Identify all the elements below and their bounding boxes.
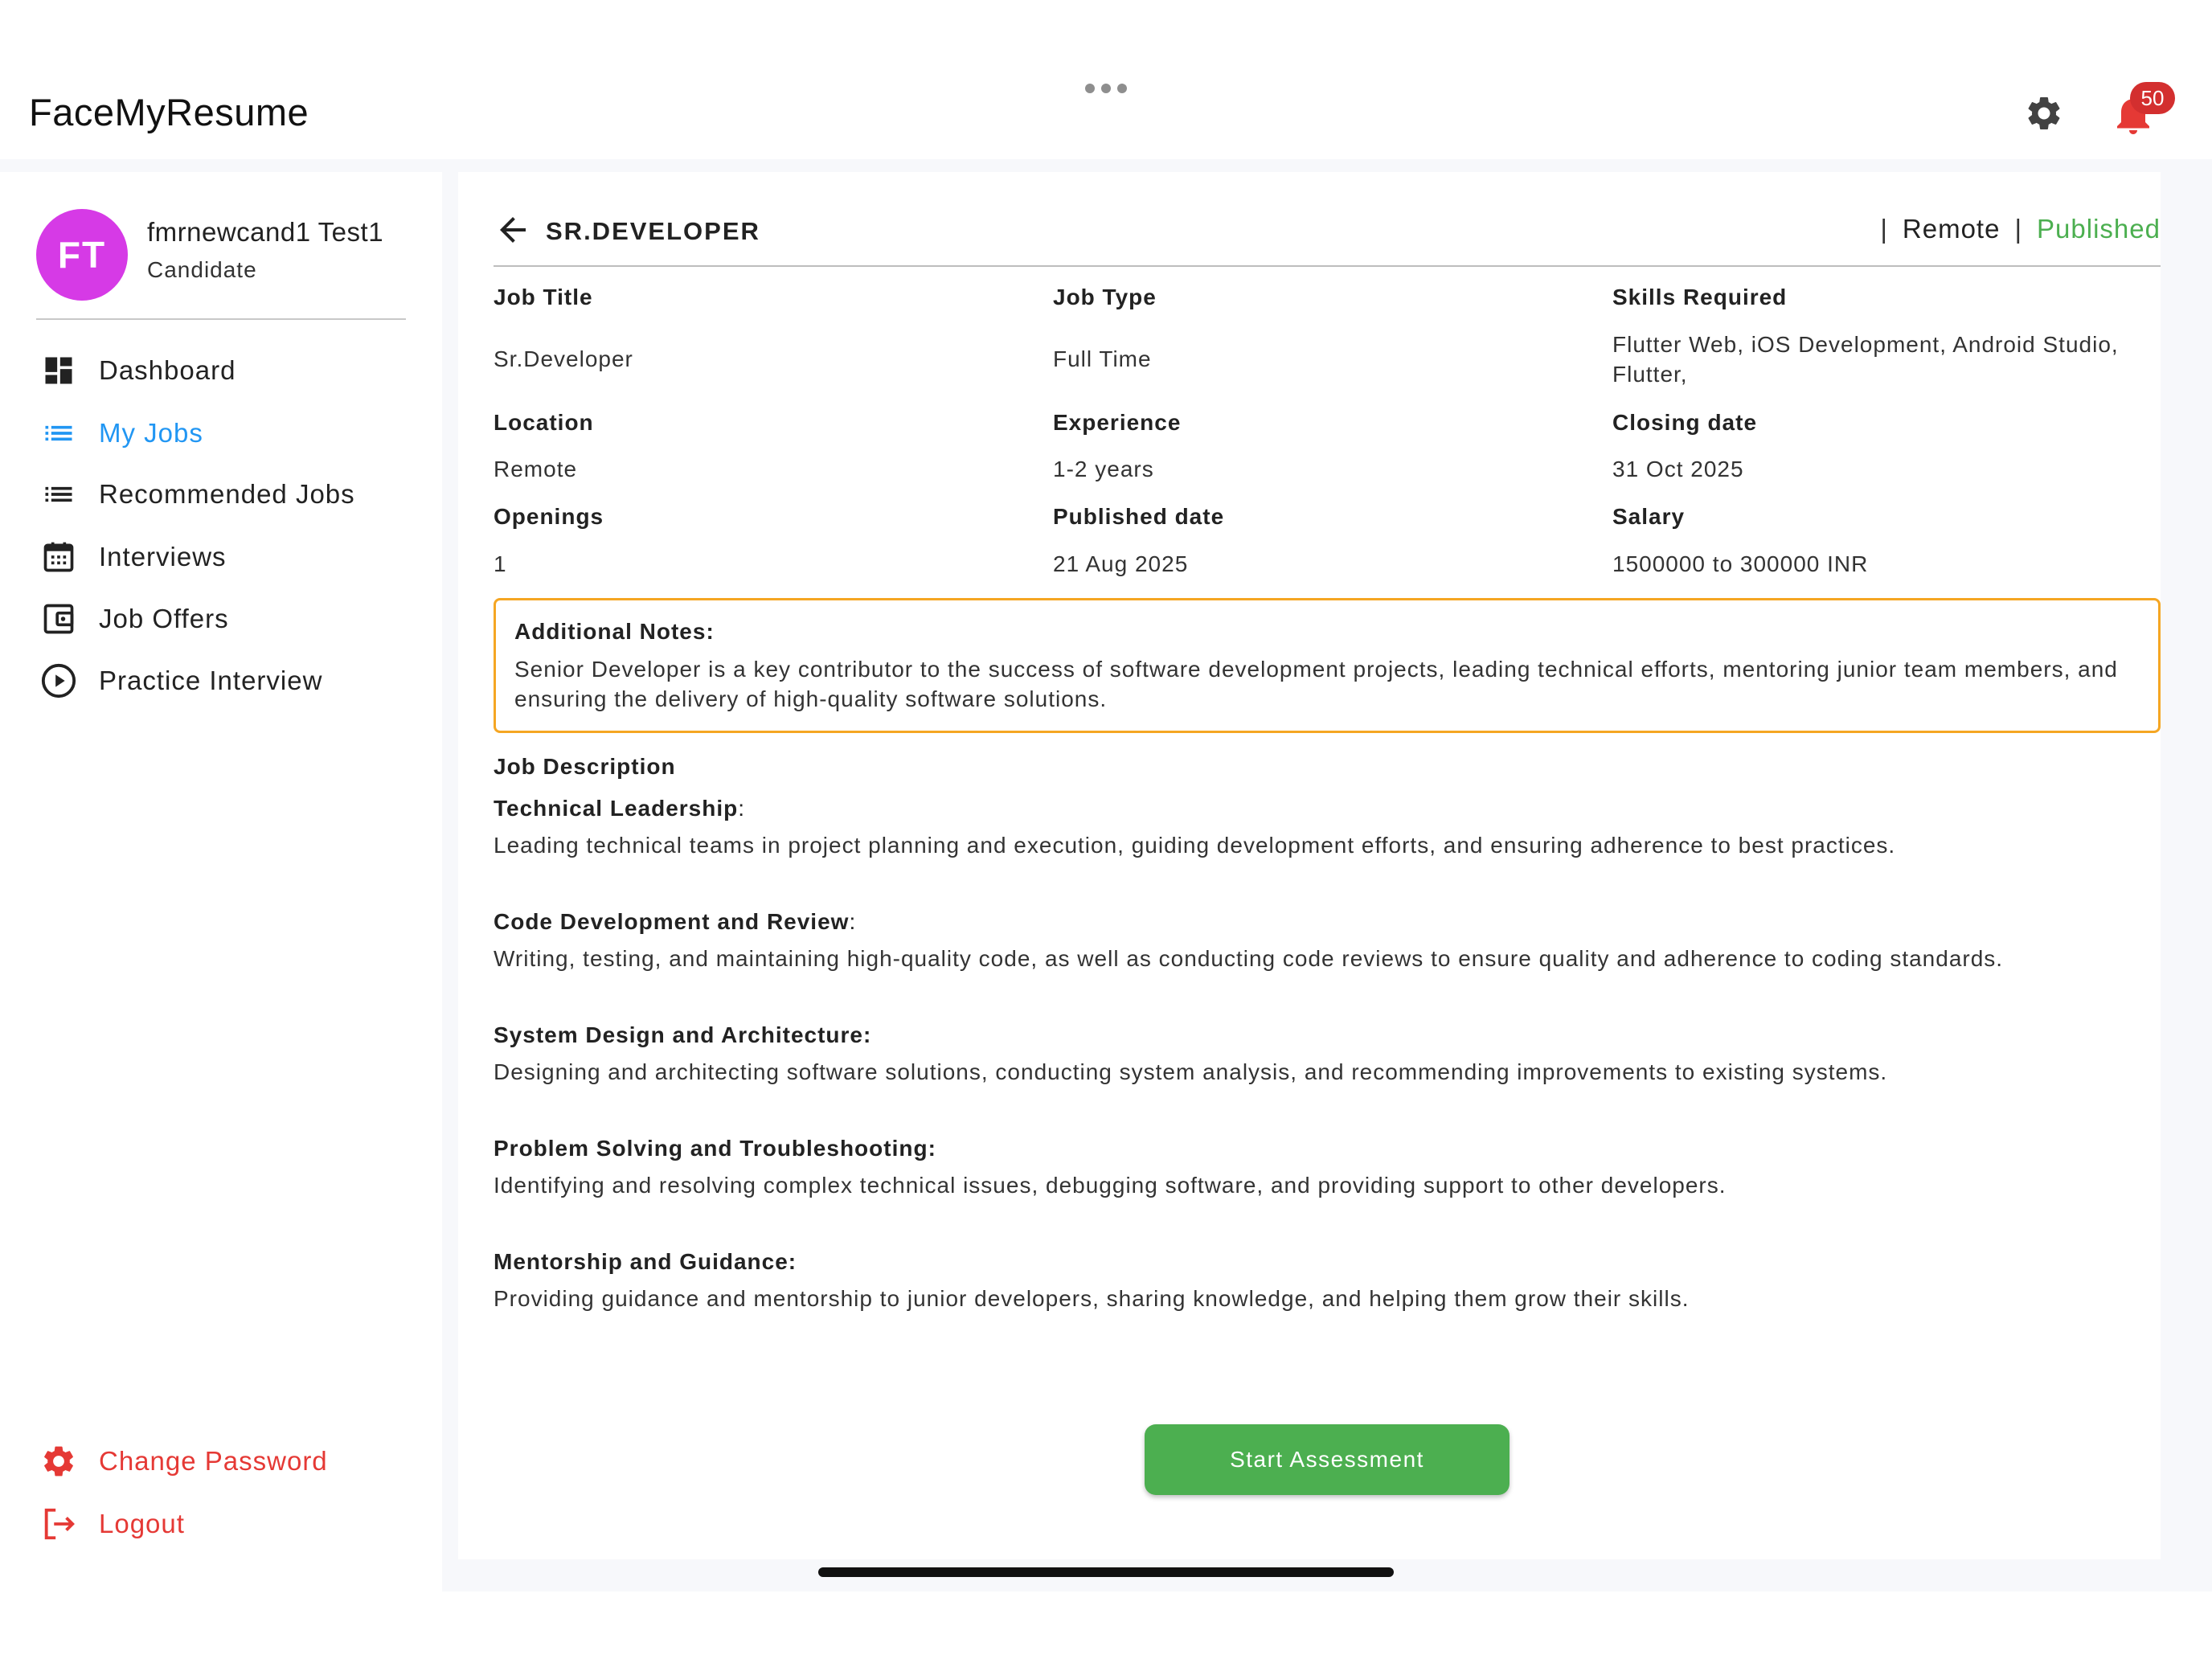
separator: | <box>2014 214 2023 244</box>
play-circle-icon <box>40 662 77 699</box>
user-name: fmrnewcand1 Test1 <box>147 217 384 247</box>
dashboard-icon <box>40 352 77 389</box>
section-heading-text: Problem Solving and Troubleshooting: <box>494 1136 936 1161</box>
job-title-label: Job Title <box>494 285 593 309</box>
skills-value: Flutter Web, iOS Development, Android Studio, Flutter, <box>1612 332 2119 387</box>
sidebar-item-logout[interactable] <box>40 1501 185 1546</box>
section-text: Designing and architecting software solutions, conducting system analysis, and recommending improvements to existing systems. <box>494 1059 1888 1084</box>
section-colon: : <box>738 796 746 821</box>
start-assessment-button[interactable]: Start Assessment <box>1145 1424 1509 1495</box>
list-icon <box>40 415 77 452</box>
back-arrow-icon[interactable] <box>494 211 532 249</box>
openings-label: Openings <box>494 504 604 529</box>
closing-date-label: Closing date <box>1612 410 1758 435</box>
experience-label: Experience <box>1053 410 1182 435</box>
skills-label: Skills Required <box>1612 285 1788 309</box>
section-heading-text: Code Development and Review <box>494 909 850 934</box>
logout-icon <box>40 1505 77 1542</box>
section-heading <box>494 909 856 935</box>
settings-gear-icon[interactable] <box>2024 93 2064 133</box>
gear-icon <box>40 1443 77 1480</box>
app-title: FaceMyResume <box>29 91 309 133</box>
sidebar-item-dashboard[interactable] <box>40 348 236 393</box>
top-bar <box>0 0 2212 169</box>
sidebar-item-label: Job Offers <box>99 604 229 633</box>
job-description-title: Job Description <box>494 754 676 779</box>
section-heading-text: Mentorship and Guidance: <box>494 1249 797 1274</box>
location-label: Location <box>494 410 594 435</box>
user-role: Candidate <box>147 257 257 282</box>
salary-value: 1500000 to 300000 INR <box>1612 551 1869 576</box>
published-date-label: Published date <box>1053 504 1225 529</box>
section-colon: : <box>849 909 857 934</box>
sidebar-item-job-offers[interactable] <box>40 596 229 641</box>
section-heading-text: System Design and Architecture: <box>494 1022 872 1047</box>
more-dots-icon[interactable] <box>1085 84 1127 93</box>
closing-date-value: 31 Oct 2025 <box>1612 457 1744 481</box>
job-mode: Remote <box>1902 214 2001 244</box>
list-icon <box>40 476 77 513</box>
divider <box>494 265 2161 267</box>
job-meta <box>1880 214 2161 244</box>
section-text: Writing, testing, and maintaining high-quality code, as well as conducting code reviews to ensure quality and adherence to coding standards. <box>494 946 2004 971</box>
section-heading <box>494 1022 871 1048</box>
home-indicator[interactable] <box>818 1567 1394 1577</box>
section-heading <box>494 796 745 821</box>
section-heading <box>494 1136 936 1161</box>
sidebar-item-label: Practice Interview <box>99 666 323 695</box>
additional-notes-title: Additional Notes: <box>514 619 715 644</box>
sidebar-item-interviews[interactable] <box>40 535 227 580</box>
status-badge: Published <box>2037 214 2161 244</box>
published-date-value: 21 Aug 2025 <box>1053 551 1189 576</box>
section-text: Providing guidance and mentorship to junior developers, sharing knowledge, and helping them grow their skills. <box>494 1286 1690 1311</box>
sidebar-item-label: Logout <box>99 1509 185 1538</box>
openings-value: 1 <box>494 551 507 576</box>
avatar[interactable]: FT <box>36 209 128 301</box>
section-text: Leading technical teams in project planning and execution, guiding development efforts, and ensuring adherence to best practices. <box>494 833 1896 858</box>
divider <box>36 318 406 320</box>
sidebar-item-recommended-jobs[interactable] <box>40 472 355 517</box>
sidebar-item-label: Interviews <box>99 542 227 571</box>
sidebar-item-change-password[interactable] <box>40 1439 328 1484</box>
sidebar-item-practice-interview[interactable] <box>40 658 322 703</box>
sidebar-item-label: My Jobs <box>99 418 203 448</box>
section-text: Identifying and resolving complex technical issues, debugging software, and providing support to other developers. <box>494 1173 1727 1198</box>
page-title: SR.DEVELOPER <box>546 217 760 245</box>
section-heading-text: Technical Leadership <box>494 796 739 821</box>
section-heading <box>494 1249 797 1275</box>
experience-value: 1-2 years <box>1053 457 1154 481</box>
job-title-value: Sr.Developer <box>494 346 633 371</box>
separator: | <box>1880 214 1888 244</box>
wallet-icon <box>40 600 77 637</box>
sidebar-item-label: Dashboard <box>99 355 236 385</box>
salary-label: Salary <box>1612 504 1686 529</box>
calendar-icon <box>40 539 77 576</box>
sidebar-item-my-jobs[interactable] <box>40 411 203 456</box>
location-value: Remote <box>494 457 578 481</box>
job-type-value: Full Time <box>1053 346 1152 371</box>
sidebar-item-label: Change Password <box>99 1446 328 1476</box>
additional-notes-text: Senior Developer is a key contributor to the success of software development projects, leading technical efforts, mentoring junior team members, and ensuring the delivery of high-quality software solutions. <box>514 657 2118 711</box>
job-type-label: Job Type <box>1053 285 1157 309</box>
notification-count-badge: 50 <box>2130 82 2175 114</box>
sidebar-item-label: Recommended Jobs <box>99 479 355 509</box>
